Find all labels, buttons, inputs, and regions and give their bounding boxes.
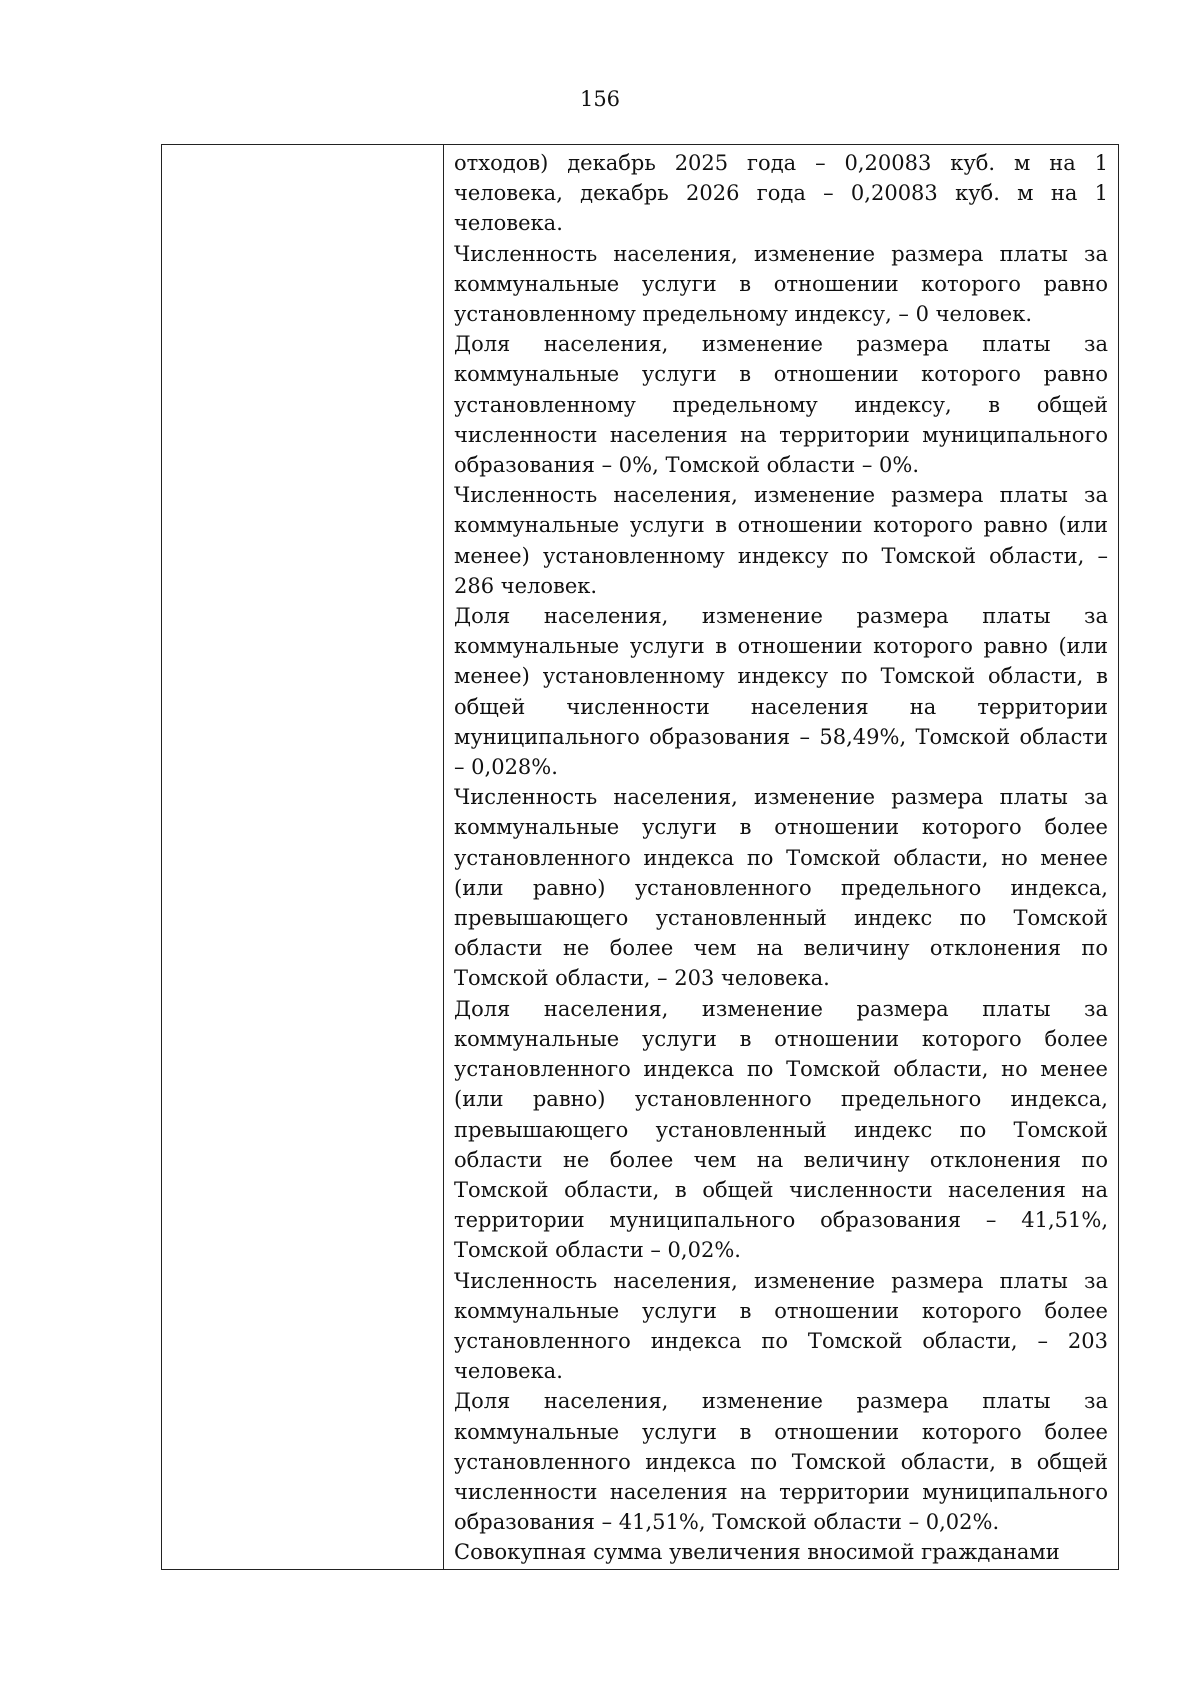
paragraph-waste-norm: отходов) декабрь 2025 года – 0,20083 куб. м на 1 человека, декабрь 2026 года – 0,20083 куб. м на 1 человека. bbox=[454, 151, 1108, 236]
paragraph-share-above-index: Доля населения, изменение размера платы за коммунальные услуги в отношении которого более установленного индекса по Томской области, в общей численности населения на территории муниципального образования – 41,51%, Томской области – 0,02%. bbox=[454, 1389, 1108, 1535]
page-number: 156 bbox=[579, 87, 621, 111]
paragraph-share-equal-or-less-index: Доля населения, изменение размера платы за коммунальные услуги в отношении которого равно (или менее) установленному индексу по Томской области, в общей численности населения на территории муниципального образования – 58,49%, Томской области – 0,028%. bbox=[454, 604, 1108, 780]
paragraph-total-increase: Совокупная сумма увеличения вносимой гражданами bbox=[454, 1540, 1060, 1565]
paragraph-share-equal-limit: Доля населения, изменение размера платы за коммунальные услуги в отношении которого равно установленному предельному индексу, в общей численности населения на территории муниципального образования – 0%, Томской области – 0%. bbox=[454, 332, 1108, 478]
paragraph-population-equal-limit: Численность населения, изменение размера платы за коммунальные услуги в отношении которого равно установленному предельному индексу, – 0 человек. bbox=[454, 241, 1108, 327]
content-table bbox=[161, 144, 1119, 1570]
table-right-cell bbox=[444, 145, 1118, 1569]
paragraph-share-above-index-within-deviation: Доля населения, изменение размера платы за коммунальные услуги в отношении которого более установленного индекса по Томской области, но менее (или равно) установленного предельного индекса, превышающего установленный индекс по Томской области не более чем на величину отклонения по Томской области, в общей численности населения на территории муниципального образования – 41,51%, Томской области – 0,02%. bbox=[454, 996, 1108, 1263]
paragraph-population-equal-or-less-index: Численность населения, изменение размера платы за коммунальные услуги в отношении которого равно (или менее) установленному индексу по Томской области, – 286 человек. bbox=[454, 483, 1108, 598]
table-left-cell bbox=[162, 145, 444, 1569]
paragraph-population-above-index: Численность населения, изменение размера платы за коммунальные услуги в отношении которого более установленного индекса по Томской области, – 203 человека. bbox=[454, 1268, 1108, 1384]
paragraph-population-above-index-within-deviation: Численность населения, изменение размера платы за коммунальные услуги в отношении которого более установленного индекса по Томской области, но менее (или равно) установленного предельного индекса, превышающего установленный индекс по Томской области не более чем на величину отклонения по Томской области, – 203 человека. bbox=[454, 785, 1108, 991]
